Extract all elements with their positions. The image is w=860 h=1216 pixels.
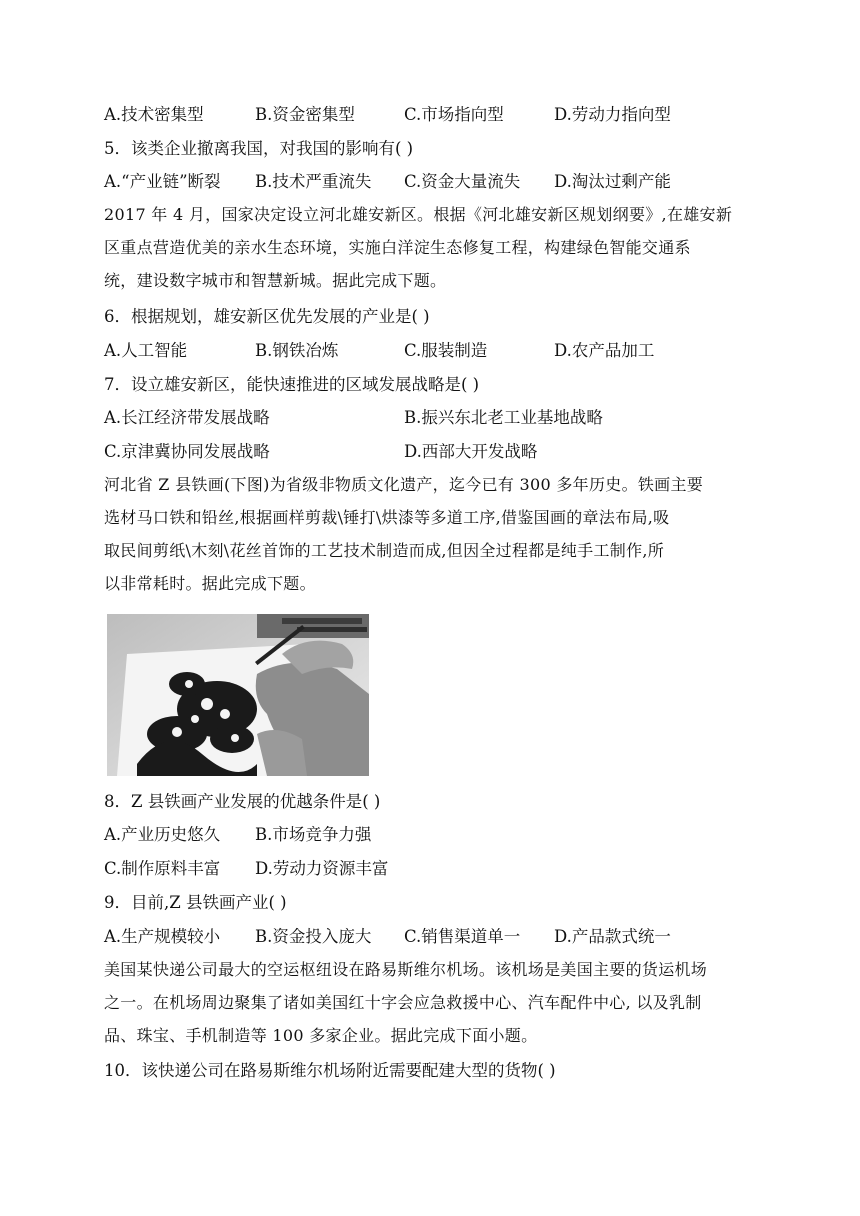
q4-option-b: B.资金密集型: [255, 105, 355, 124]
q9-option-c: C.销售渠道单一: [404, 927, 521, 946]
q9-option-b: B.资金投入庞大: [255, 927, 372, 946]
passage-line: 2017 年 4 月，国家决定设立河北雄安新区。根据《河北雄安新区规划纲要》,在雄安新: [104, 205, 733, 224]
passage-airport: [104, 953, 764, 1052]
q5-option-a: A.“产业链”断裂: [104, 172, 221, 191]
iron-painting-photo: [107, 614, 369, 776]
q6-option-c: C.服装制造: [404, 341, 488, 360]
q7-option-d: D.西部大开发战略: [404, 442, 538, 461]
q4-option-c: C.市场指向型: [404, 105, 504, 124]
q5-option-b: B.技术严重流失: [255, 172, 372, 191]
passage-xiongan: [104, 198, 764, 297]
q5-stem: 5．该类企业撤离我国，对我国的影响有( ): [104, 139, 414, 158]
q9-option-a: A.生产规模较小: [104, 927, 221, 946]
q4-option-d: D.劳动力指向型: [554, 105, 671, 124]
passage-line: 取民间剪纸\木刻\花丝首饰的工艺技术制造而成,但因全过程都是纯手工制作,所: [104, 541, 665, 560]
passage-line: 之一。在机场周边聚集了诸如美国红十字会应急救援中心、汽车配件中心, 以及乳制: [104, 993, 702, 1012]
q4-option-a: A.技术密集型: [104, 105, 204, 124]
passage-line: 品、珠宝、手机制造等 100 多家企业。据此完成下面小题。: [104, 1026, 538, 1045]
q8-stem: 8．Z 县铁画产业发展的优越条件是( ): [104, 792, 381, 811]
q9-option-d: D.产品款式统一: [554, 927, 671, 946]
q6-option-b: B.钢铁冶炼: [255, 341, 339, 360]
q7-option-b: B.振兴东北老工业基地战略: [404, 408, 603, 427]
q6-option-a: A.人工智能: [104, 341, 188, 360]
q7-stem: 7．设立雄安新区，能快速推进的区域发展战略是( ): [104, 375, 480, 394]
passage-line: 美国某快递公司最大的空运枢纽设在路易斯维尔机场。该机场是美国主要的货运机场: [104, 960, 708, 979]
q7-option-c: C.京津冀协同发展战略: [104, 442, 270, 461]
passage-line: 以非常耗时。据此完成下题。: [104, 574, 316, 593]
q7-option-a: A.长江经济带发展战略: [104, 408, 270, 427]
q8-option-d: D.劳动力资源丰富: [255, 859, 389, 878]
q8-option-c: C.制作原料丰富: [104, 859, 221, 878]
passage-line: 河北省 Z 县铁画(下图)为省级非物质文化遗产，迄今已有 300 多年历史。铁画主要: [104, 475, 704, 494]
passage-line: 选材马口铁和铅丝,根据画样剪裁\锤打\烘漆等多道工序,借鉴国画的章法布局,吸: [104, 508, 670, 527]
q5-option-d: D.淘汰过剩产能: [554, 172, 671, 191]
passage-line: 统，建设数字城市和智慧新城。据此完成下题。: [104, 271, 447, 290]
q5-option-c: C.资金大量流失: [404, 172, 521, 191]
q8-option-b: B.市场竞争力强: [255, 825, 372, 844]
q6-option-d: D.农产品加工: [554, 341, 655, 360]
q9-stem: 9．目前,Z 县铁画产业( ): [104, 893, 287, 912]
q6-stem: 6．根据规划，雄安新区优先发展的产业是( ): [104, 307, 430, 326]
q10-stem: 10．该快递公司在路易斯维尔机场附近需要配建大型的货物( ): [104, 1061, 556, 1080]
q8-option-a: A.产业历史悠久: [104, 825, 221, 844]
passage-line: 区重点营造优美的亲水生态环境，实施白洋淀生态修复工程，构建绿色智能交通系: [104, 238, 691, 257]
passage-tiehua: [104, 468, 764, 600]
